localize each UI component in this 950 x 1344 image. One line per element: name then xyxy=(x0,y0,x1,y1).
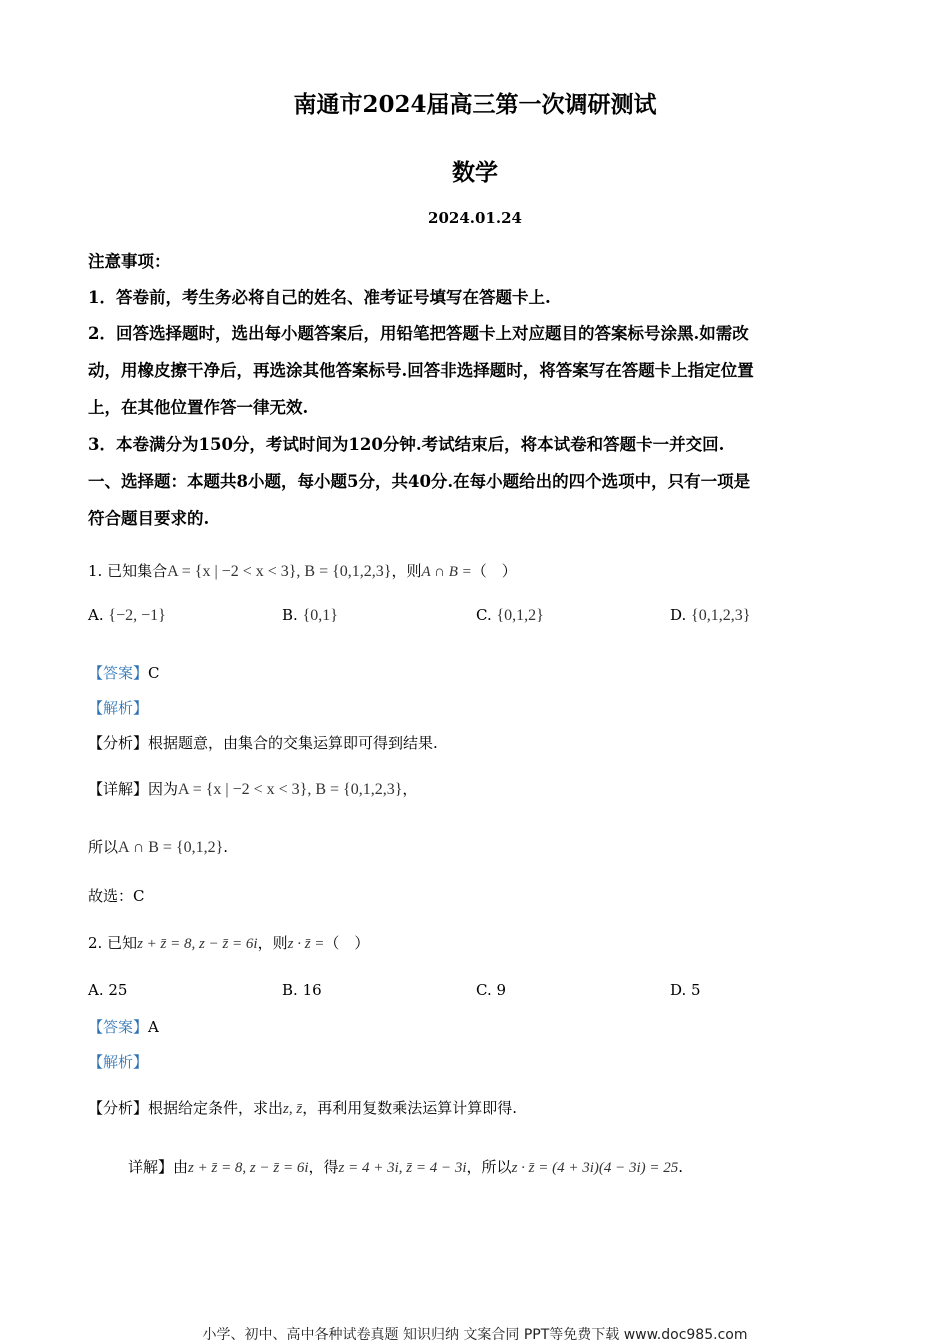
q1-option-b-label: B. xyxy=(282,606,298,624)
q1-mid: ，则 xyxy=(391,562,422,580)
q2-detail-cond: z + z̄ = 8, z − z̄ = 6i xyxy=(188,1160,309,1176)
q1-expr: A ∩ B = xyxy=(421,564,472,580)
q2-fenxi-prefix: 根据给定条件，求出 xyxy=(148,1099,284,1117)
q2-detail xyxy=(128,1156,868,1177)
q1-so-suffix: . xyxy=(223,838,229,856)
q2-detail-so: ，所以 xyxy=(466,1158,512,1176)
exam-date: 2024.01.24 xyxy=(428,209,522,227)
q1-detail-expr: A = {x | −2 < x < 3}, B = {0,1,2,3} xyxy=(178,781,403,798)
q2-option-c xyxy=(476,981,506,999)
q1-option-a xyxy=(88,606,166,625)
q1-option-d-value: {0,1,2,3} xyxy=(691,607,751,624)
q1-paren: （ ） xyxy=(471,562,517,580)
q2-option-b-value: 16 xyxy=(302,981,322,999)
q1-so-expr: A ∩ B = {0,1,2} xyxy=(118,839,224,856)
q2-fenxi-expr: z, z̄ xyxy=(283,1101,303,1117)
q2-option-d-label: D. xyxy=(670,981,687,999)
q1-fenxi xyxy=(88,732,868,753)
fenxi-tag: 【分析】 xyxy=(88,1099,149,1117)
q1-so-prefix: 所以 xyxy=(88,838,119,856)
detail-tag: 【详解】 xyxy=(88,780,149,798)
q1-option-a-value: {−2, −1} xyxy=(108,607,166,624)
q1-set-expr: A = {x | −2 < x < 3}, B = {0,1,2,3} xyxy=(167,563,392,580)
fenxi-tag: 【分析】 xyxy=(88,734,149,752)
q1-detail-suffix: ， xyxy=(402,780,418,798)
q1-stem xyxy=(88,560,868,581)
q1-choose: 故选：C xyxy=(88,887,145,905)
q2-stem xyxy=(88,932,868,953)
q1-fenxi-text: 根据题意，由集合的交集运算即可得到结果. xyxy=(148,734,438,752)
section-1-line-1: 一、选择题：本题共8小题，每小题5分，共40分.在每小题给出的四个选项中，只有一项是 xyxy=(88,472,751,491)
answer-tag: 【答案】 xyxy=(88,1018,149,1036)
page-footer: 小学、初中、高中各种试卷真题 知识归纳 文案合同 PPT等免费下载 www.doc985.com xyxy=(202,1327,748,1343)
q2-fenxi xyxy=(88,1097,868,1118)
q1-option-c-value: {0,1,2} xyxy=(496,607,544,624)
q2-option-a xyxy=(88,981,127,999)
q2-option-c-value: 9 xyxy=(496,981,507,999)
notice-heading: 注意事项： xyxy=(88,252,171,271)
notice-item-1: 1．答卷前，考生务必将自己的姓名、准考证号填写在答题卡上. xyxy=(88,288,551,307)
q1-answer-value: C xyxy=(148,664,160,682)
notice-item-2-line-3: 上，在其他位置作答一律无效. xyxy=(88,398,309,417)
q1-so xyxy=(88,836,868,857)
q2-detail-vals: z = 4 + 3i, z̄ = 4 − 3i xyxy=(338,1160,467,1176)
q1-option-d xyxy=(670,606,750,625)
q1-analysis-tag: 【解析】 xyxy=(88,699,149,717)
q1-option-c-label: C. xyxy=(476,606,492,624)
q2-expr: z · z̄ = xyxy=(287,936,325,952)
q1-detail xyxy=(88,778,868,799)
q2-detail-result: z · z̄ = (4 + 3i)(4 − 3i) = 25 xyxy=(511,1160,679,1176)
q1-option-b xyxy=(282,606,338,625)
notice-item-2-line-1: 2．回答选择题时，选出每小题答案后，用铅笔把答题卡上对应题目的答案标号涂黑.如需改 xyxy=(88,324,749,343)
q2-option-a-value: 25 xyxy=(108,981,128,999)
q2-option-b xyxy=(282,981,322,999)
q2-detail-mid: ，得 xyxy=(308,1158,339,1176)
q2-answer-value: A xyxy=(148,1018,159,1036)
answer-tag: 【答案】 xyxy=(88,664,149,682)
q1-option-c xyxy=(476,606,544,625)
q2-option-d xyxy=(670,981,701,999)
subject-title: 数学 xyxy=(452,159,498,186)
q2-option-c-label: C. xyxy=(476,981,492,999)
q1-prefix: 1. 已知集合 xyxy=(88,562,168,580)
q2-fenxi-suffix: ，再利用复数乘法运算计算即得. xyxy=(302,1099,517,1117)
q2-option-b-label: B. xyxy=(282,981,298,999)
q2-analysis-tag: 【解析】 xyxy=(88,1053,149,1071)
q2-detail-end: . xyxy=(678,1158,684,1176)
q2-option-a-label: A. xyxy=(88,981,104,999)
q2-option-d-value: 5 xyxy=(691,981,701,999)
section-1-line-2: 符合题目要求的. xyxy=(88,509,210,528)
q1-option-d-label: D. xyxy=(670,606,687,624)
exam-title: 南通市2024届高三第一次调研测试 xyxy=(293,91,657,118)
q2-answer xyxy=(88,1016,868,1037)
q1-detail-prefix: 因为 xyxy=(148,780,179,798)
q1-option-a-label: A. xyxy=(88,606,104,624)
notice-item-2-line-2: 动，用橡皮擦干净后，再选涂其他答案标号.回答非选择题时，将答案写在答题卡上指定位置 xyxy=(88,361,754,380)
notice-item-3: 3．本卷满分为150分，考试时间为120分钟.考试结束后，将本试卷和答题卡一并交回. xyxy=(88,435,725,454)
q2-detail-prefix: 详解】由 xyxy=(128,1158,189,1176)
q1-option-b-value: {0,1} xyxy=(302,607,338,624)
q2-paren: （ ） xyxy=(324,934,370,952)
q1-answer xyxy=(88,662,868,683)
q2-mid: ，则 xyxy=(257,934,288,952)
q2-prefix: 2. 已知 xyxy=(88,934,138,952)
q2-cond: z + z̄ = 8, z − z̄ = 6i xyxy=(137,936,258,952)
